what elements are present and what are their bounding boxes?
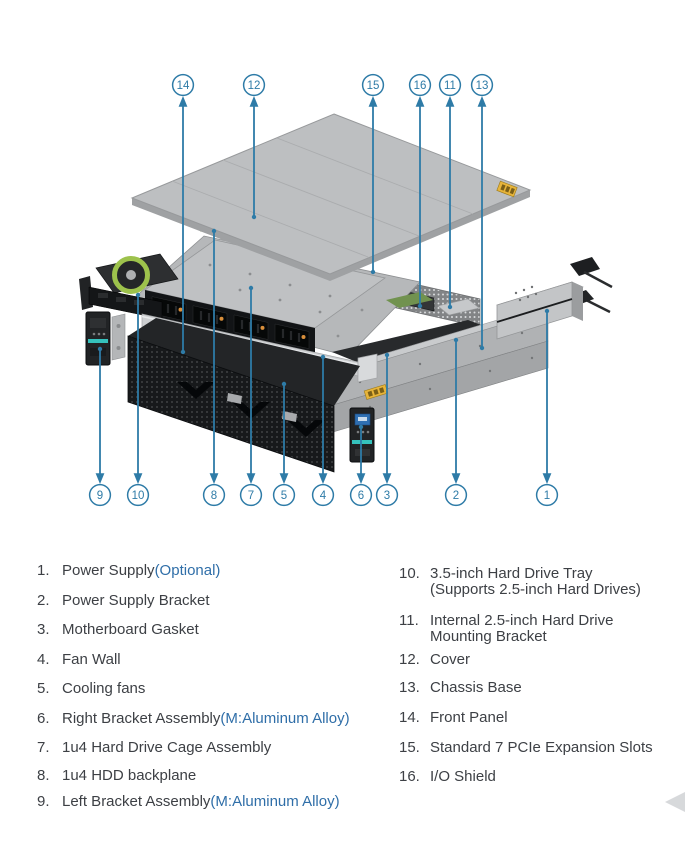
legend-item-number: 13. <box>399 679 420 696</box>
legend-item-5 <box>37 681 145 697</box>
legend-item-text: 3.5-inch Hard Drive Tray (Supports 2.5-inch Hard Drives) <box>430 565 641 598</box>
legend-item-text: Front Panel <box>430 709 508 726</box>
legend-item-text: 1u4 HDD backplane <box>62 767 197 784</box>
legend-item-text: Cooling fans <box>62 680 146 697</box>
legend-item-text: 1u4 Hard Drive Cage Assembly <box>62 739 272 756</box>
legend-item-text: Chassis Base <box>430 679 522 696</box>
legend-item-text: Standard 7 PCIe Expansion Slots <box>430 739 653 756</box>
legend-item-number: 1. <box>37 562 50 579</box>
callout-number: 15 <box>366 80 380 92</box>
legend-item-14 <box>399 710 508 726</box>
legend-item-10 <box>399 566 641 598</box>
legend-item-12 <box>399 652 470 668</box>
legend-item-16 <box>399 769 496 785</box>
legend-item-text: Fan Wall <box>62 651 121 668</box>
legend-item-text: Power Supply(Optional) <box>62 562 221 579</box>
legend-item-number: 2. <box>37 592 50 609</box>
legend-item-number: 8. <box>37 767 50 784</box>
callout-number: 6 <box>357 490 365 502</box>
callout-number: 3 <box>383 490 391 502</box>
legend-item-6 <box>37 711 350 727</box>
callout-number: 10 <box>131 490 145 502</box>
legend-item-number: 14. <box>399 709 420 726</box>
legend-item-number: 7. <box>37 739 50 756</box>
legend-item-number: 11. <box>399 612 419 629</box>
callout-number: 1 <box>543 490 551 502</box>
legend-item-text: Left Bracket Assembly(M:Aluminum Alloy) <box>62 793 340 810</box>
legend-item-1 <box>37 563 220 579</box>
callout-number: 14 <box>176 80 190 92</box>
legend-item-2 <box>37 593 210 609</box>
legend-item-13 <box>399 680 522 696</box>
page-corner-mark <box>665 792 685 812</box>
callout-number: 4 <box>319 490 327 502</box>
legend-item-number: 3. <box>37 621 50 638</box>
legend-item-number: 9. <box>37 793 50 810</box>
legend-item-number: 10. <box>399 565 420 582</box>
legend-item-number: 16. <box>399 768 420 785</box>
callout-number: 12 <box>247 80 261 92</box>
legend-item-3 <box>37 622 199 638</box>
callout-number: 8 <box>210 490 218 502</box>
legend-item-text: I/O Shield <box>430 768 496 785</box>
legend-item-text: Cover <box>430 651 471 668</box>
legend-item-text: Right Bracket Assembly(M:Aluminum Alloy) <box>62 710 350 727</box>
legend-item-text: Power Supply Bracket <box>62 592 210 609</box>
legend-item-8 <box>37 768 196 784</box>
legend-item-number: 5. <box>37 680 50 697</box>
legend-item-text: Internal 2.5-inch Hard Drive Mounting Bracket <box>430 612 614 645</box>
legend-item-11 <box>399 613 613 645</box>
legend-item-number: 6. <box>37 710 50 727</box>
legend-item-text: Motherboard Gasket <box>62 621 199 638</box>
legend-item-7 <box>37 740 271 756</box>
legend-item-number: 15. <box>399 739 420 756</box>
callout-number: 16 <box>413 80 427 92</box>
callout-number: 11 <box>444 80 456 92</box>
callout-number: 7 <box>247 490 255 502</box>
legend-item-number: 12. <box>399 651 420 668</box>
legend-item-4 <box>37 652 121 668</box>
callout-number: 9 <box>96 490 104 502</box>
legend-item-15 <box>399 740 653 756</box>
callout-number: 2 <box>452 490 460 502</box>
legend-item-9 <box>37 794 340 810</box>
callout-number: 13 <box>475 80 489 92</box>
legend-item-number: 4. <box>37 651 50 668</box>
callout-number: 5 <box>280 490 288 502</box>
